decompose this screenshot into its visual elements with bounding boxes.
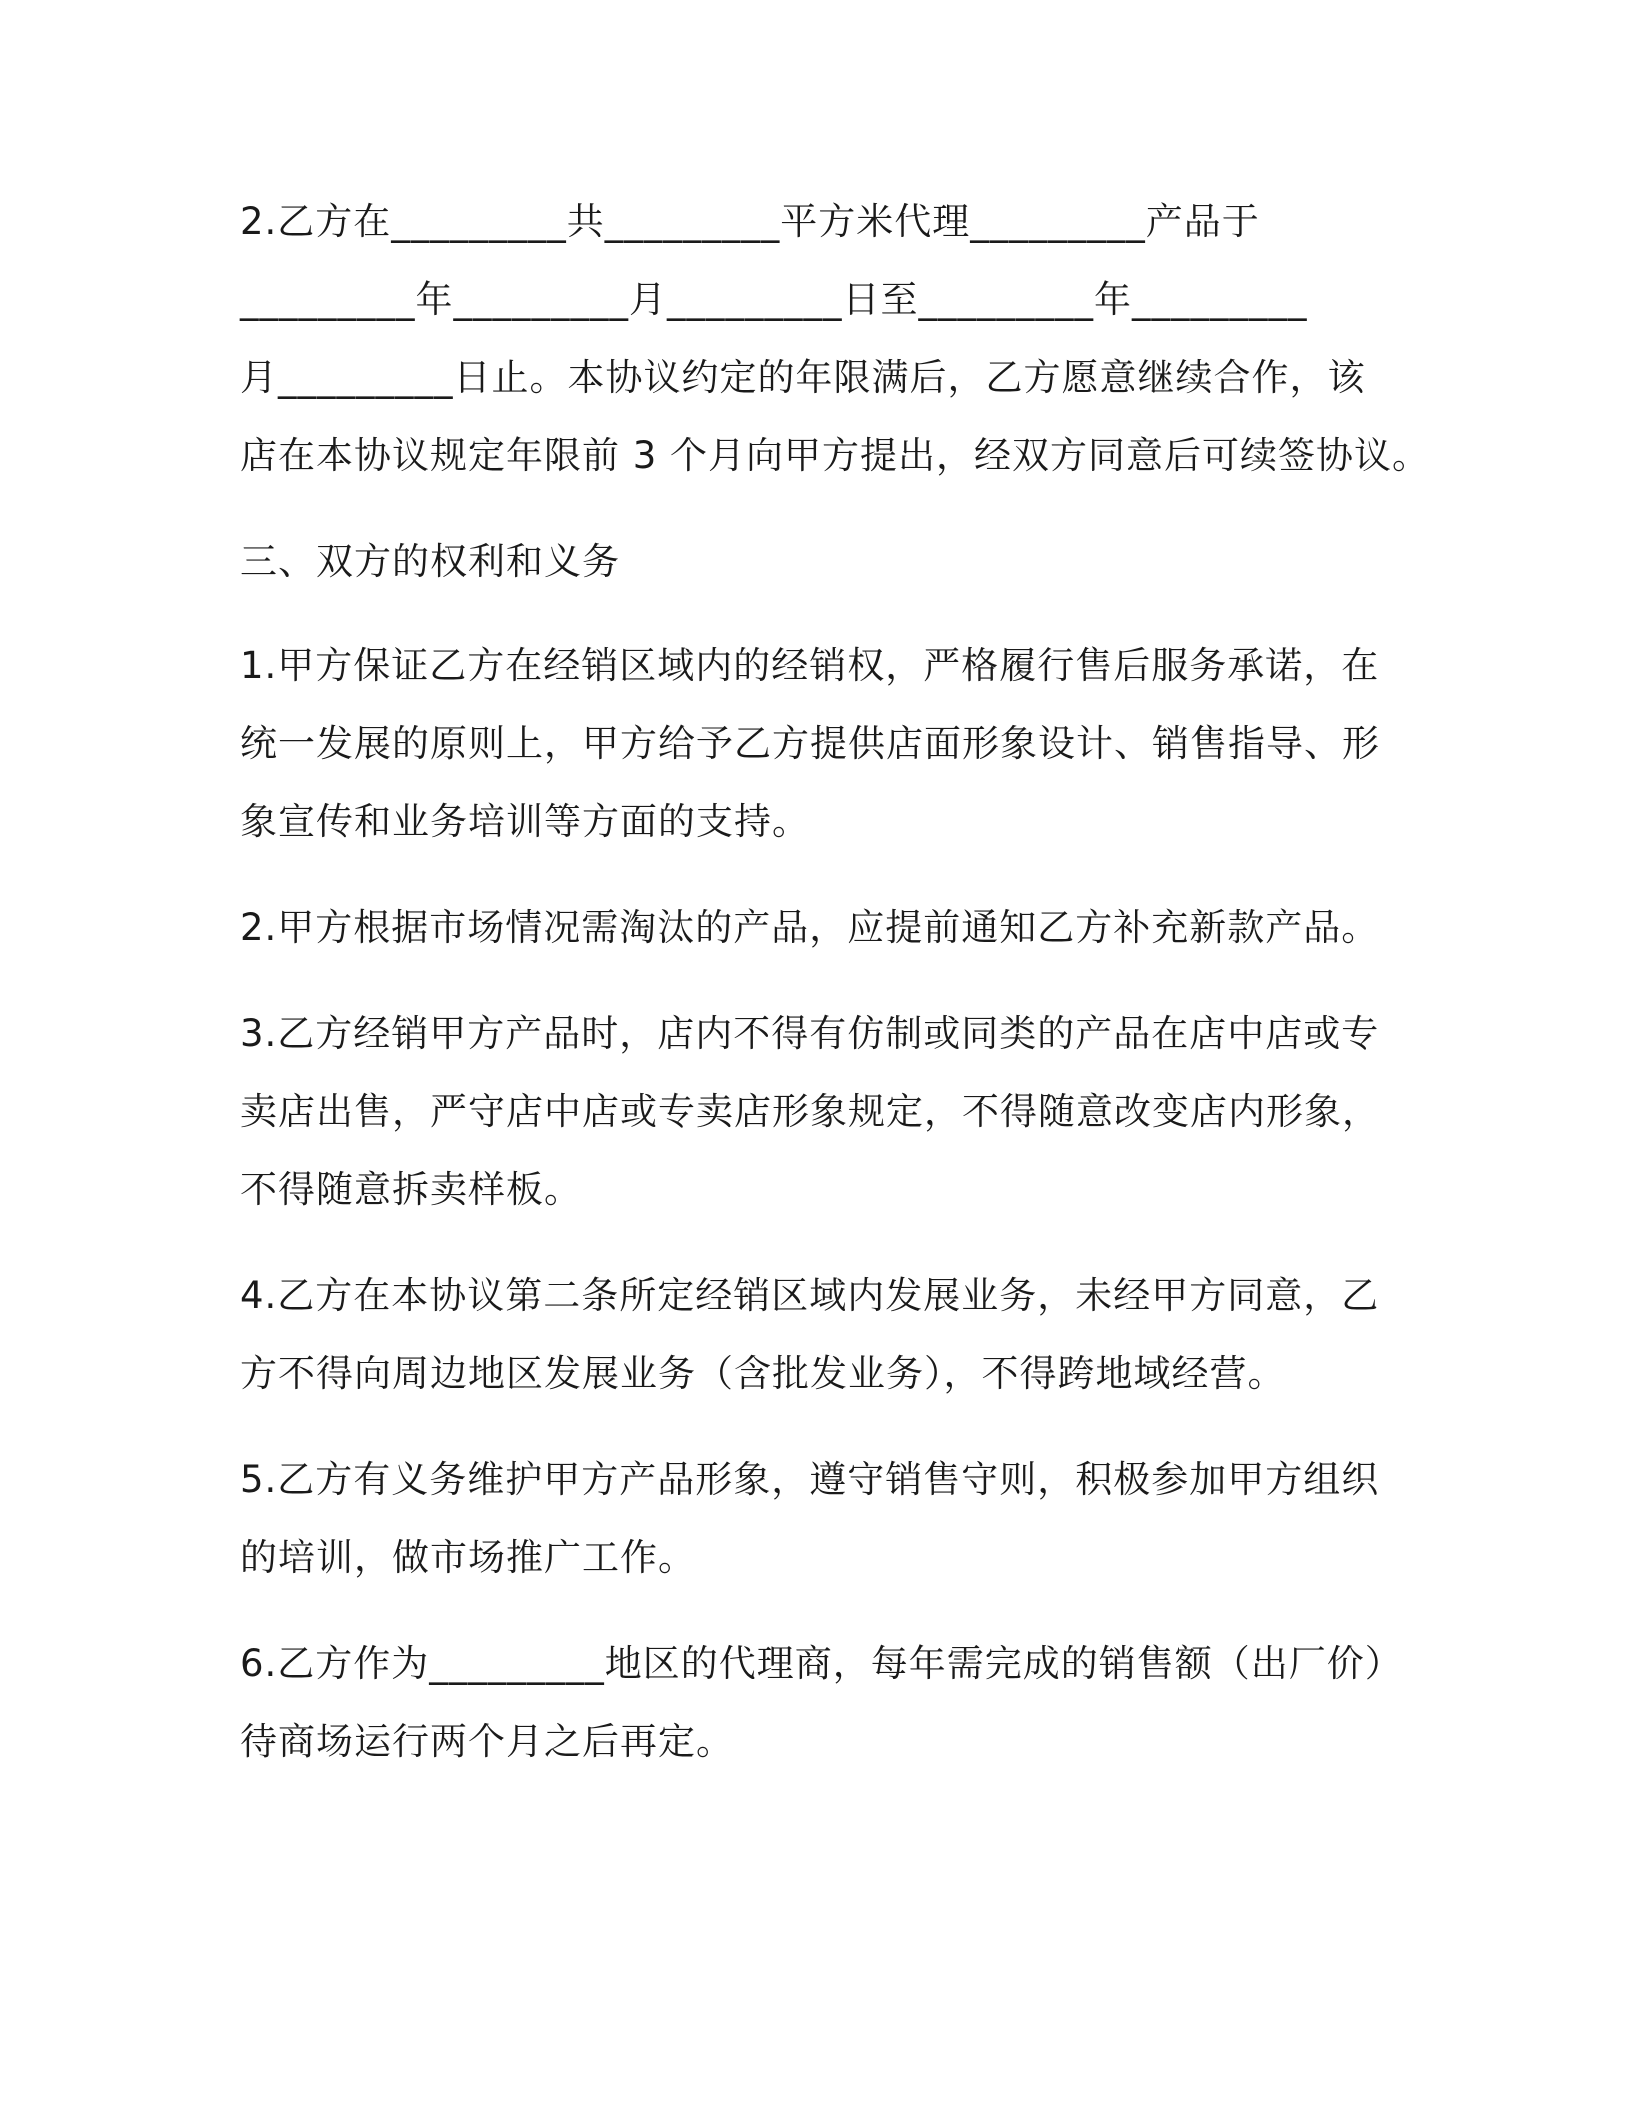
text-line: 4.乙方在本协议第二条所定经销区域内发展业务，未经甲方同意，乙 — [240, 1274, 1380, 1317]
text-line: 不得随意拆卖样板。 — [240, 1168, 582, 1211]
text-line: 6.乙方作为_________地区的代理商，每年需完成的销售额（出厂价） — [240, 1642, 1403, 1685]
item-4-paragraph — [240, 1257, 1390, 1413]
item-6-paragraph — [240, 1625, 1403, 1781]
text-line: 月_________日止。本协议约定的年限满后，乙方愿意继续合作，该 — [240, 356, 1366, 399]
item-5-paragraph — [240, 1441, 1390, 1597]
text-line: 2.乙方在_________共_________平方米代理_________产品于 — [240, 200, 1260, 243]
clause-2-term-paragraph — [240, 183, 1431, 495]
text-line: 方不得向周边地区发展业务（含批发业务），不得跨地域经营。 — [240, 1352, 1286, 1395]
text-line: 的培训，做市场推广工作。 — [240, 1536, 696, 1579]
item-2-paragraph — [240, 889, 1390, 967]
text-line: 店在本协议规定年限前 3 个月向甲方提出，经双方同意后可续签协议。 — [240, 434, 1431, 477]
text-line: 2.甲方根据市场情况需淘汰的产品，应提前通知乙方补充新款产品。 — [240, 906, 1380, 949]
item-3-paragraph — [240, 995, 1390, 1229]
text-line: 卖店出售，严守店中店或专卖店形象规定，不得随意改变店内形象， — [240, 1090, 1380, 1133]
text-line: 待商场运行两个月之后再定。 — [240, 1720, 734, 1763]
text-line: 统一发展的原则上，甲方给予乙方提供店面形象设计、销售指导、形 — [240, 722, 1380, 765]
section-3-heading — [240, 523, 1390, 601]
text-line: 1.甲方保证乙方在经销区域内的经销权，严格履行售后服务承诺，在 — [240, 644, 1380, 687]
item-1-paragraph — [240, 627, 1390, 861]
text-line: 5.乙方有义务维护甲方产品形象，遵守销售守则，积极参加甲方组织 — [240, 1458, 1380, 1501]
heading-text: 三、双方的权利和义务 — [240, 540, 620, 583]
text-line: 3.乙方经销甲方产品时，店内不得有仿制或同类的产品在店中店或专 — [240, 1012, 1380, 1055]
document-body — [240, 183, 1431, 1809]
text-line: 象宣传和业务培训等方面的支持。 — [240, 800, 810, 843]
text-line: _________年_________月_________日至_________年_________ — [240, 278, 1308, 321]
